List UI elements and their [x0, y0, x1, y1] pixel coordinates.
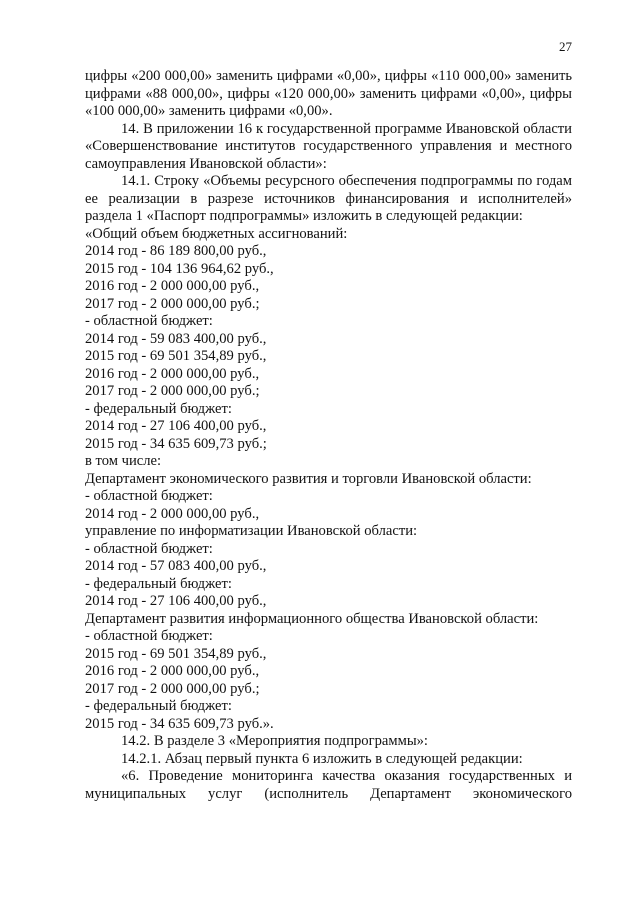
paragraph-item-6-line-2: муниципальных услуг (исполнитель Департамент экономического	[85, 785, 572, 802]
text-line: - федеральный бюджет:	[85, 400, 232, 417]
text-line: 2017 год - 2 000 000,00 руб.;	[85, 383, 260, 399]
text-line: 2014 год - 86 189 800,00 руб.,	[85, 243, 267, 259]
text-line: 2014 год - 2 000 000,00 руб.,	[85, 505, 260, 522]
text-line: 2014 год - 59 083 400,00 руб.,	[85, 330, 267, 347]
text-line: 2014 год - 27 106 400,00 руб.,	[85, 593, 267, 609]
paragraph-item-6-line-1: «6. Проведение мониторинга качества оказания государственных и	[121, 768, 572, 784]
text-line: 2014 год - 57 083 400,00 руб.,	[85, 558, 267, 574]
paragraph-replacement-figures: цифры «200 000,00» заменить цифрами «0,00», цифры «110 000,00» заменить цифрами «88 000,00», цифры «120 000,00» заменить цифрами «0,00», цифры «100 000,00» заменить цифрами «0,00».	[85, 68, 572, 119]
text-line-item-14-2-1: 14.2.1. Абзац первый пункта 6 изложить в следующей редакции:	[121, 750, 523, 767]
page-number: 27	[559, 39, 572, 54]
paragraph-item-14-1: 14.1. Строку «Объемы ресурсного обеспечения подпрограммы по годам ее реализации в разрезе источников финансирования и исполнителей» раздела 1 «Паспорт подпрограммы» изложить в следующей редакции:	[85, 173, 572, 224]
text-line: 2014 год - 27 106 400,00 руб.,	[85, 418, 267, 434]
text-line: - областной бюджет:	[85, 313, 213, 329]
text-line: 2015 год - 69 501 354,89 руб.,	[85, 645, 267, 662]
text-line: 2015 год - 104 136 964,62 руб.,	[85, 260, 274, 277]
text-line: 2016 год - 2 000 000,00 руб.,	[85, 278, 260, 294]
paragraph-item-14: 14. В приложении 16 к государственной программе Ивановской области «Совершенствование институтов государственного управления и местного самоуправления Ивановской области»:	[85, 120, 572, 172]
text-line: «Общий объем бюджетных ассигнований:	[85, 225, 348, 242]
text-line: 2015 год - 69 501 354,89 руб.,	[85, 348, 267, 364]
text-line: 2017 год - 2 000 000,00 руб.;	[85, 680, 260, 697]
text-line-item-14-2: 14.2. В разделе 3 «Мероприятия подпрограммы»:	[121, 733, 428, 749]
text-line: - областной бюджет:	[85, 488, 213, 504]
text-line: Департамент экономического развития и торговли Ивановской области:	[85, 470, 532, 487]
text-line: 2015 год - 34 635 609,73 руб.;	[85, 435, 267, 452]
text-line: в том числе:	[85, 453, 162, 469]
text-line: - областной бюджет:	[85, 540, 213, 557]
budget-lines	[85, 226, 572, 769]
text-line: - федеральный бюджет:	[85, 698, 232, 714]
text-line: 2016 год - 2 000 000,00 руб.,	[85, 663, 260, 679]
text-line: управление по информатизации Ивановской области:	[85, 523, 418, 539]
text-line: 2016 год - 2 000 000,00 руб.,	[85, 365, 260, 382]
text-line: - областной бюджет:	[85, 628, 213, 644]
document-body	[85, 68, 572, 803]
text-line: - федеральный бюджет:	[85, 575, 232, 592]
text-line: Департамент развития информационного общества Ивановской области:	[85, 610, 539, 627]
text-line: 2017 год - 2 000 000,00 руб.;	[85, 295, 260, 312]
text-line: 2015 год - 34 635 609,73 руб.».	[85, 715, 274, 732]
